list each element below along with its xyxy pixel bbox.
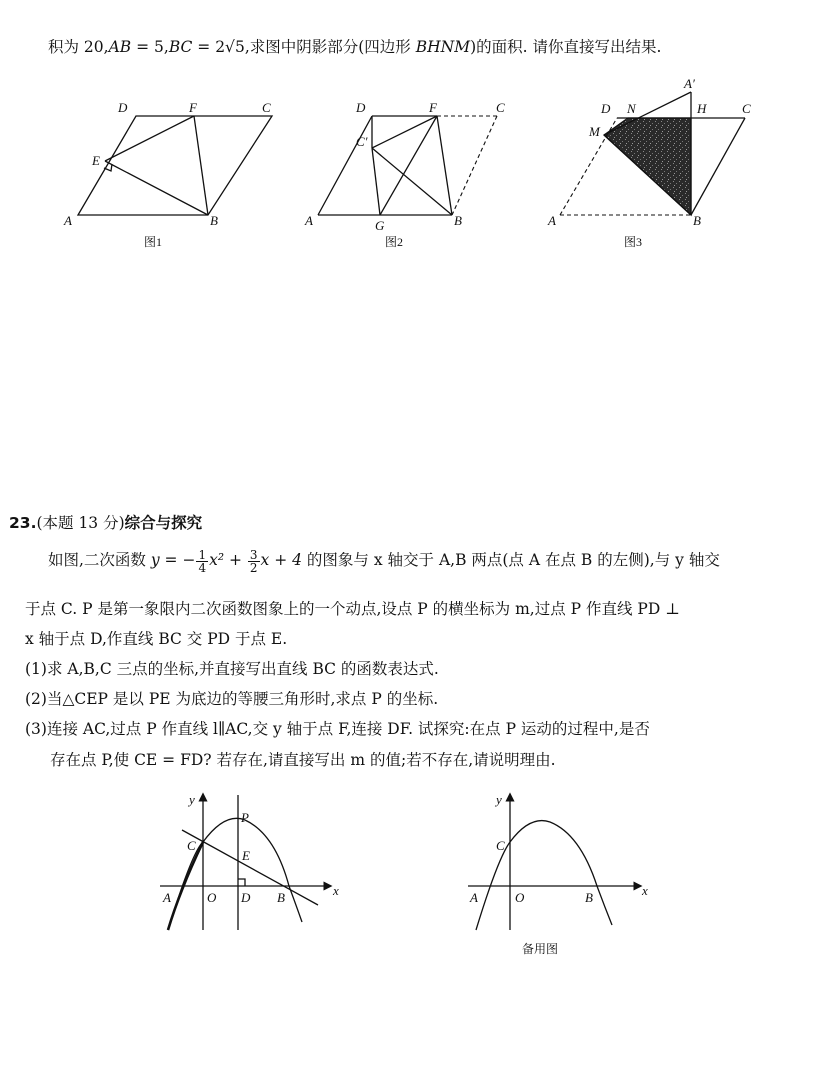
main-label-C: C [187,838,196,853]
main-label-y: y [189,792,195,807]
spare-label-O: O [515,890,525,905]
fig3-label-C: C [742,101,751,116]
line1-text-b: 的图象与 x 轴交于 A,B 两点(点 A 在点 B 的左侧),与 y 轴交 [302,551,720,569]
spare-label-x: x [642,883,648,898]
fig2-label-G: G [375,218,385,233]
problem-23-question-3-a: (3)连接 AC,过点 P 作直线 l∥AC,交 y 轴于点 F,连接 DF. 试探究:在点 P 运动的过程中,是否 [25,720,650,738]
intro-mid: ,求图中阴影部分(四边形 [244,38,416,56]
main-label-O: O [207,890,217,905]
fig2-caption: 图2 [385,235,404,249]
spare-label-A: A [470,890,478,905]
fig2-label-C-prime: C′ [356,134,368,149]
frac1-num: 1 [198,547,207,562]
fig2-label-F: F [429,100,437,115]
intro-quad: BHNM [415,38,471,56]
spare-label-B: B [585,890,593,905]
spare-caption: 备用图 [522,942,559,956]
line1-text-a: 如图,二次函数 [48,551,151,569]
line1-eq: = − [159,551,196,569]
fig1-label-C: C [262,100,271,115]
fig1-label-F: F [189,100,197,115]
intro-suffix: )的面积. 请你直接写出结果. [470,38,662,56]
problem-23-number: 23. [9,514,37,532]
fig2-label-C: C [496,100,505,115]
frac1-den: 4 [198,560,207,575]
fig3-label-D: D [601,101,611,116]
problem-23-question-1: (1)求 A,B,C 三点的坐标,并直接写出直线 BC 的函数表达式. [25,660,439,678]
spare-parabola [476,821,612,930]
main-label-D: D [241,890,251,905]
intro-bc: BC [168,38,193,56]
frac2-den: 2 [249,560,258,575]
fig3-caption: 图3 [624,235,643,249]
spare-label-C: C [496,838,505,853]
intro-bc-value: = 2√5 [192,38,245,56]
problem-23-line-3: x 轴于点 D,作直线 BC 交 PD 于点 E. [25,630,288,648]
fig3-label-A: A [548,213,556,228]
fig1-label-D: D [118,100,128,115]
fig2-label-A: A [305,213,313,228]
fig1-label-A: A [64,213,72,228]
frac2-num: 3 [249,547,258,562]
intro-ab-value: = 5, [131,38,169,56]
line1-y: y [150,551,160,569]
fig1-label-E: E [92,153,100,168]
problem-23-meta: (本题 13 分) [36,514,125,532]
fig1-caption: 图1 [144,235,163,249]
problem-23-question-2: (2)当△CEP 是以 PE 为底边的等腰三角形时,求点 P 的坐标. [25,690,439,708]
main-label-B: B [277,890,285,905]
problem-23-question-3-b: 存在点 P,使 CE = FD? 若存在,请直接写出 m 的值;若不存在,请说明理由. [50,751,556,769]
main-label-P: P [241,810,249,825]
line1-x2: x² + [209,551,247,569]
intro-prefix: 积为 20, [48,38,109,56]
main-label-A: A [163,890,171,905]
line1-x: x + 4 [260,551,302,569]
fig2-label-B: B [454,213,462,228]
problem-23-line-2: 于点 C. P 是第一象限内二次函数图象上的一个动点,设点 P 的横坐标为 m,过点 P 作直线 PD ⊥ [25,600,680,618]
fig3-label-M: M [589,124,600,139]
spare-label-y: y [496,792,502,807]
problem-23-title: 综合与探究 [124,514,203,532]
main-label-x: x [333,883,339,898]
fig3-label-N: N [627,101,636,116]
fig3-label-A-prime: A′ [684,76,695,91]
fig3-label-B: B [693,213,701,228]
fig2-label-D: D [356,100,366,115]
fig1-label-B: B [210,213,218,228]
main-label-E: E [242,848,250,863]
fig3-label-H: H [697,101,707,116]
intro-ab: AB [108,38,132,56]
